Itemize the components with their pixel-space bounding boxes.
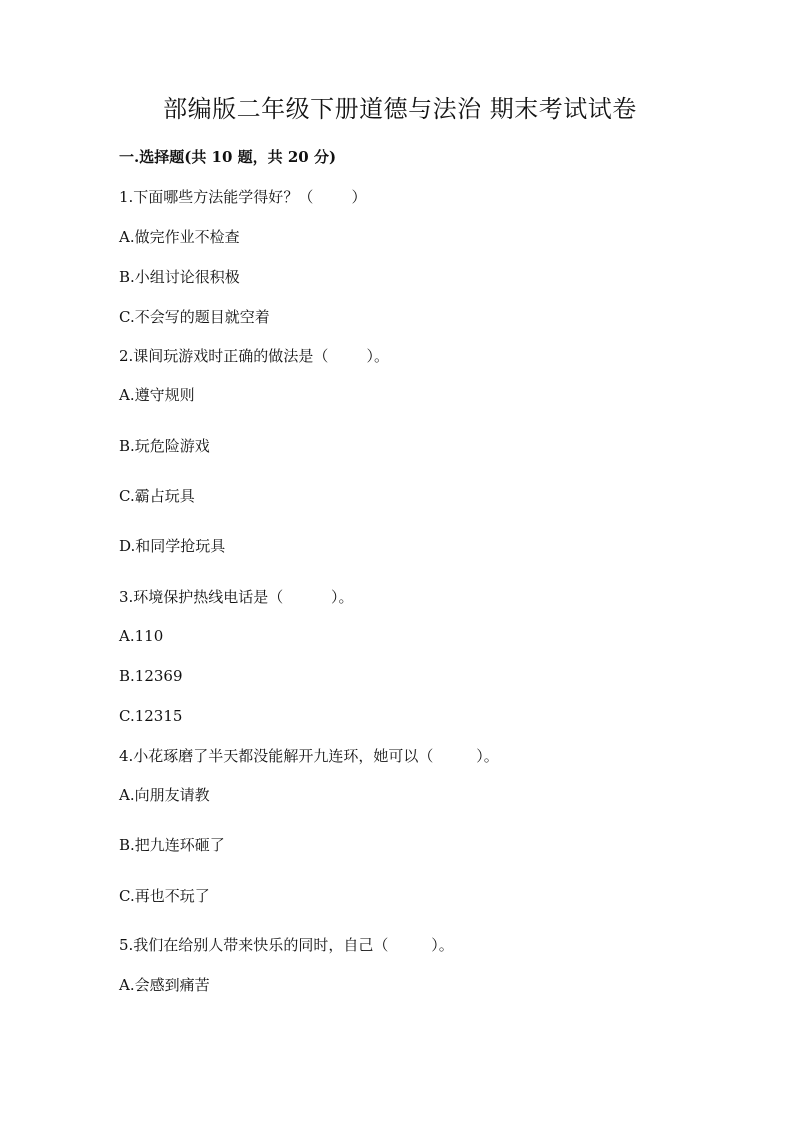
answer-option: B.把九连环砸了	[119, 836, 225, 854]
answer-option: A.遵守规则	[119, 386, 195, 404]
section-heading: 一.选择题(共 10 题，共 20 分)	[119, 148, 337, 166]
answer-option: A.会感到痛苦	[119, 976, 210, 994]
answer-option: C.12315	[119, 707, 183, 725]
answer-option: C.再也不玩了	[119, 887, 210, 905]
question-stem: 2.课间玩游戏时正确的做法是（ ）。	[119, 347, 389, 365]
answer-option: B.小组讨论很积极	[119, 268, 240, 286]
question-stem: 4.小花琢磨了半天都没能解开九连环，她可以（ ）。	[119, 747, 499, 765]
answer-option: A.做完作业不检查	[119, 228, 240, 246]
question-stem: 1.下面哪些方法能学得好？（ ）	[119, 188, 367, 206]
answer-option: B.12369	[119, 667, 183, 685]
answer-option: C.霸占玩具	[119, 487, 195, 505]
answer-option: A.向朋友请教	[119, 786, 210, 804]
answer-option: D.和同学抢玩具	[119, 537, 226, 555]
answer-option: A.110	[119, 627, 164, 645]
exam-title: 部编版二年级下册道德与法治 期末考试试卷	[163, 95, 637, 123]
answer-option: C.不会写的题目就空着	[119, 308, 270, 326]
answer-option: B.玩危险游戏	[119, 437, 210, 455]
question-stem: 3.环境保护热线电话是（ ）。	[119, 588, 354, 606]
question-stem: 5.我们在给别人带来快乐的同时，自己（ ）。	[119, 936, 454, 954]
